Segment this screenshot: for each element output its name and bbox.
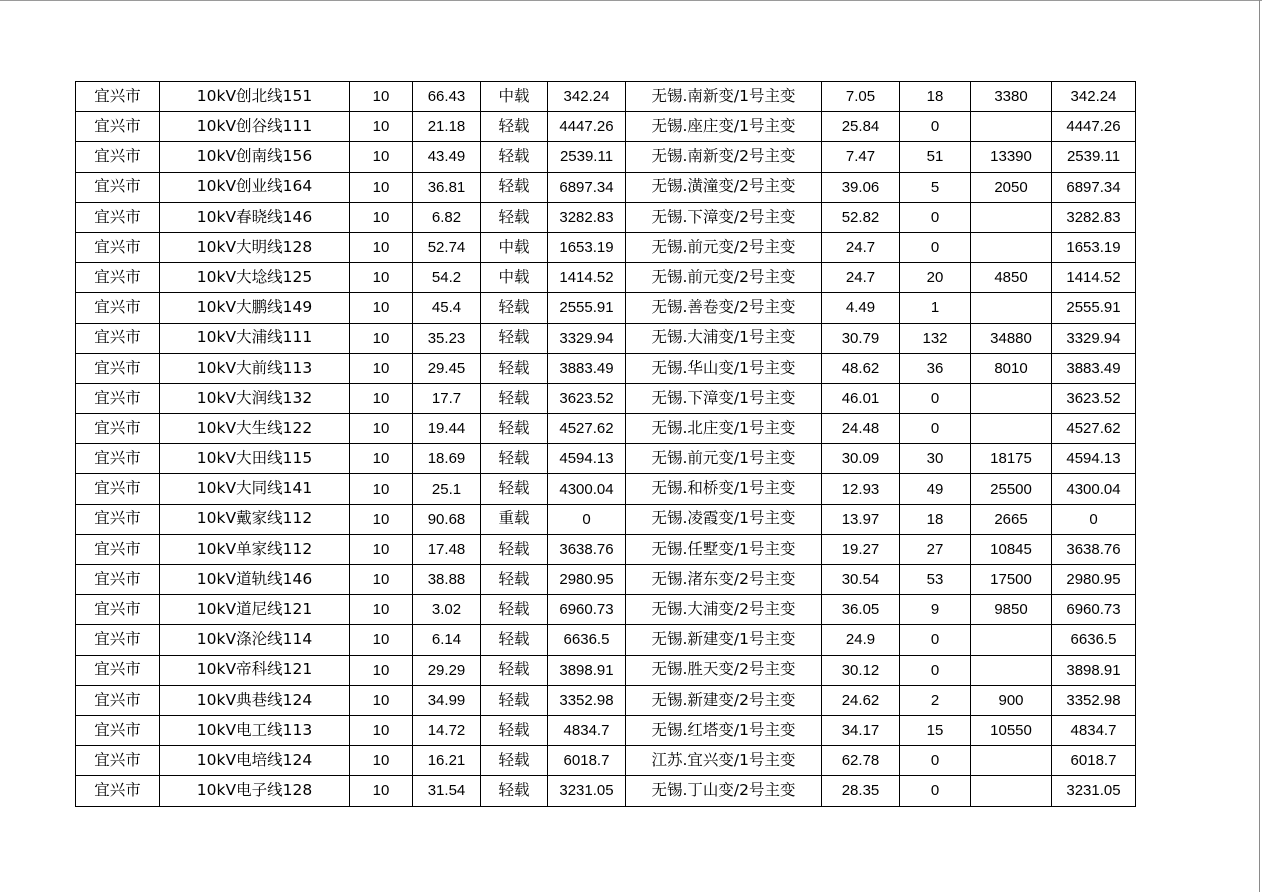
transformer-cell: 无锡.任墅变/1号主变: [626, 534, 822, 564]
remaining-capacity-cell: 6636.5: [1052, 625, 1136, 655]
feeder-name-cell: 10kV创谷线111: [160, 112, 350, 142]
count-cell: 9: [900, 595, 971, 625]
transformer-load-cell: 62.78: [822, 746, 900, 776]
feeder-name-cell: 10kV大润线132: [160, 383, 350, 413]
transformer-cell: 无锡.胜天变/2号主变: [626, 655, 822, 685]
capacity-cell: 8010: [971, 353, 1052, 383]
transformer-load-cell: 36.05: [822, 595, 900, 625]
city-cell: 宜兴市: [76, 776, 160, 806]
load-status-cell: 轻载: [481, 383, 548, 413]
capacity-cell: 13390: [971, 142, 1052, 172]
voltage-cell: 10: [350, 293, 413, 323]
load-status-cell: 重载: [481, 504, 548, 534]
transformer-cell: 无锡.座庄变/1号主变: [626, 112, 822, 142]
table-row: [76, 414, 1136, 444]
city-cell: 宜兴市: [76, 82, 160, 112]
count-cell: 20: [900, 263, 971, 293]
city-cell: 宜兴市: [76, 504, 160, 534]
load-rate-cell: 34.99: [413, 685, 481, 715]
transformer-load-cell: 48.62: [822, 353, 900, 383]
transformer-load-cell: 52.82: [822, 202, 900, 232]
available-capacity-cell: 3898.91: [548, 655, 626, 685]
count-cell: 0: [900, 746, 971, 776]
table-row: [76, 746, 1136, 776]
load-rate-cell: 19.44: [413, 414, 481, 444]
table-row: [76, 383, 1136, 413]
available-capacity-cell: 2980.95: [548, 565, 626, 595]
table-row: [76, 323, 1136, 353]
table-row: [76, 565, 1136, 595]
transformer-load-cell: 13.97: [822, 504, 900, 534]
transformer-cell: 江苏.宜兴变/1号主变: [626, 746, 822, 776]
transformer-load-cell: 39.06: [822, 172, 900, 202]
voltage-cell: 10: [350, 202, 413, 232]
transformer-cell: 无锡.丁山变/2号主变: [626, 776, 822, 806]
table-row: [76, 172, 1136, 202]
transformer-cell: 无锡.华山变/1号主变: [626, 353, 822, 383]
table-row: [76, 353, 1136, 383]
count-cell: 0: [900, 414, 971, 444]
available-capacity-cell: 4594.13: [548, 444, 626, 474]
count-cell: 15: [900, 715, 971, 745]
remaining-capacity-cell: 6897.34: [1052, 172, 1136, 202]
transformer-cell: 无锡.新建变/1号主变: [626, 625, 822, 655]
count-cell: 5: [900, 172, 971, 202]
remaining-capacity-cell: 4527.62: [1052, 414, 1136, 444]
load-status-cell: 轻载: [481, 655, 548, 685]
available-capacity-cell: 3638.76: [548, 534, 626, 564]
load-rate-cell: 31.54: [413, 776, 481, 806]
remaining-capacity-cell: 3898.91: [1052, 655, 1136, 685]
remaining-capacity-cell: 2539.11: [1052, 142, 1136, 172]
remaining-capacity-cell: 3352.98: [1052, 685, 1136, 715]
available-capacity-cell: 6897.34: [548, 172, 626, 202]
transformer-load-cell: 25.84: [822, 112, 900, 142]
table-row: [76, 474, 1136, 504]
load-rate-cell: 90.68: [413, 504, 481, 534]
city-cell: 宜兴市: [76, 353, 160, 383]
capacity-cell: [971, 414, 1052, 444]
table-row: [76, 655, 1136, 685]
available-capacity-cell: 3282.83: [548, 202, 626, 232]
feeder-name-cell: 10kV大浦线111: [160, 323, 350, 353]
feeder-name-cell: 10kV单家线112: [160, 534, 350, 564]
voltage-cell: 10: [350, 685, 413, 715]
voltage-cell: 10: [350, 232, 413, 262]
table-row: [76, 776, 1136, 806]
load-rate-cell: 66.43: [413, 82, 481, 112]
load-status-cell: 轻载: [481, 172, 548, 202]
voltage-cell: 10: [350, 715, 413, 745]
load-status-cell: 中载: [481, 232, 548, 262]
remaining-capacity-cell: 3329.94: [1052, 323, 1136, 353]
transformer-cell: 无锡.大浦变/1号主变: [626, 323, 822, 353]
available-capacity-cell: 2555.91: [548, 293, 626, 323]
available-capacity-cell: 6636.5: [548, 625, 626, 655]
city-cell: 宜兴市: [76, 685, 160, 715]
transformer-load-cell: 30.79: [822, 323, 900, 353]
transformer-load-cell: 12.93: [822, 474, 900, 504]
transformer-load-cell: 24.48: [822, 414, 900, 444]
transformer-load-cell: 7.47: [822, 142, 900, 172]
load-status-cell: 轻载: [481, 565, 548, 595]
voltage-cell: 10: [350, 383, 413, 413]
capacity-cell: 17500: [971, 565, 1052, 595]
load-status-cell: 轻载: [481, 323, 548, 353]
feeder-name-cell: 10kV电子线128: [160, 776, 350, 806]
capacity-cell: [971, 625, 1052, 655]
feeder-name-cell: 10kV大生线122: [160, 414, 350, 444]
load-rate-cell: 43.49: [413, 142, 481, 172]
capacity-cell: 10550: [971, 715, 1052, 745]
load-rate-cell: 17.7: [413, 383, 481, 413]
transformer-load-cell: 4.49: [822, 293, 900, 323]
load-rate-cell: 29.45: [413, 353, 481, 383]
capacity-cell: [971, 202, 1052, 232]
feeder-name-cell: 10kV创南线156: [160, 142, 350, 172]
capacity-cell: 25500: [971, 474, 1052, 504]
capacity-cell: [971, 112, 1052, 142]
remaining-capacity-cell: 3231.05: [1052, 776, 1136, 806]
table-row: [76, 504, 1136, 534]
remaining-capacity-cell: 3623.52: [1052, 383, 1136, 413]
transformer-load-cell: 34.17: [822, 715, 900, 745]
feeder-name-cell: 10kV创业线164: [160, 172, 350, 202]
available-capacity-cell: 3352.98: [548, 685, 626, 715]
available-capacity-cell: 3883.49: [548, 353, 626, 383]
city-cell: 宜兴市: [76, 263, 160, 293]
load-rate-cell: 29.29: [413, 655, 481, 685]
voltage-cell: 10: [350, 504, 413, 534]
capacity-cell: [971, 776, 1052, 806]
capacity-cell: [971, 655, 1052, 685]
remaining-capacity-cell: 6018.7: [1052, 746, 1136, 776]
city-cell: 宜兴市: [76, 414, 160, 444]
load-rate-cell: 6.82: [413, 202, 481, 232]
table-row: [76, 82, 1136, 112]
transformer-cell: 无锡.南新变/2号主变: [626, 142, 822, 172]
city-cell: 宜兴市: [76, 746, 160, 776]
load-rate-cell: 6.14: [413, 625, 481, 655]
remaining-capacity-cell: 3282.83: [1052, 202, 1136, 232]
transformer-load-cell: 24.7: [822, 232, 900, 262]
count-cell: 0: [900, 112, 971, 142]
load-rate-cell: 54.2: [413, 263, 481, 293]
table-row: [76, 293, 1136, 323]
available-capacity-cell: 342.24: [548, 82, 626, 112]
remaining-capacity-cell: 0: [1052, 504, 1136, 534]
transformer-cell: 无锡.和桥变/1号主变: [626, 474, 822, 504]
city-cell: 宜兴市: [76, 474, 160, 504]
available-capacity-cell: 2539.11: [548, 142, 626, 172]
transformer-cell: 无锡.善卷变/2号主变: [626, 293, 822, 323]
table-row: [76, 232, 1136, 262]
available-capacity-cell: 4527.62: [548, 414, 626, 444]
count-cell: 18: [900, 82, 971, 112]
voltage-cell: 10: [350, 625, 413, 655]
capacity-cell: 18175: [971, 444, 1052, 474]
capacity-cell: 34880: [971, 323, 1052, 353]
available-capacity-cell: 3231.05: [548, 776, 626, 806]
remaining-capacity-cell: 1414.52: [1052, 263, 1136, 293]
transformer-load-cell: 30.54: [822, 565, 900, 595]
load-status-cell: 中载: [481, 263, 548, 293]
table-row: [76, 263, 1136, 293]
transformer-load-cell: 30.12: [822, 655, 900, 685]
remaining-capacity-cell: 6960.73: [1052, 595, 1136, 625]
feeder-name-cell: 10kV电培线124: [160, 746, 350, 776]
load-rate-cell: 3.02: [413, 595, 481, 625]
count-cell: 0: [900, 655, 971, 685]
remaining-capacity-cell: 4447.26: [1052, 112, 1136, 142]
voltage-cell: 10: [350, 414, 413, 444]
capacity-cell: 2050: [971, 172, 1052, 202]
count-cell: 51: [900, 142, 971, 172]
city-cell: 宜兴市: [76, 323, 160, 353]
feeder-name-cell: 10kV涤沦线114: [160, 625, 350, 655]
count-cell: 18: [900, 504, 971, 534]
transformer-cell: 无锡.下漳变/2号主变: [626, 202, 822, 232]
table-row: [76, 595, 1136, 625]
count-cell: 49: [900, 474, 971, 504]
count-cell: 1: [900, 293, 971, 323]
table-row: [76, 625, 1136, 655]
transformer-load-cell: 24.7: [822, 263, 900, 293]
voltage-cell: 10: [350, 746, 413, 776]
load-status-cell: 轻载: [481, 534, 548, 564]
transformer-load-cell: 24.9: [822, 625, 900, 655]
capacity-cell: [971, 232, 1052, 262]
load-status-cell: 轻载: [481, 746, 548, 776]
transformer-cell: 无锡.潢潼变/2号主变: [626, 172, 822, 202]
remaining-capacity-cell: 4834.7: [1052, 715, 1136, 745]
load-rate-cell: 14.72: [413, 715, 481, 745]
transformer-cell: 无锡.凌霞变/1号主变: [626, 504, 822, 534]
available-capacity-cell: 3329.94: [548, 323, 626, 353]
remaining-capacity-cell: 4594.13: [1052, 444, 1136, 474]
remaining-capacity-cell: 1653.19: [1052, 232, 1136, 262]
transformer-cell: 无锡.渚东变/2号主变: [626, 565, 822, 595]
feeder-name-cell: 10kV创北线151: [160, 82, 350, 112]
transformer-cell: 无锡.下漳变/1号主变: [626, 383, 822, 413]
transformer-cell: 无锡.前元变/2号主变: [626, 232, 822, 262]
feeder-name-cell: 10kV道轨线146: [160, 565, 350, 595]
load-status-cell: 轻载: [481, 353, 548, 383]
transformer-cell: 无锡.前元变/2号主变: [626, 263, 822, 293]
load-rate-cell: 16.21: [413, 746, 481, 776]
load-status-cell: 轻载: [481, 142, 548, 172]
load-status-cell: 轻载: [481, 474, 548, 504]
available-capacity-cell: 1414.52: [548, 263, 626, 293]
transformer-cell: 无锡.红塔变/1号主变: [626, 715, 822, 745]
voltage-cell: 10: [350, 474, 413, 504]
voltage-cell: 10: [350, 565, 413, 595]
city-cell: 宜兴市: [76, 595, 160, 625]
feeder-name-cell: 10kV春晓线146: [160, 202, 350, 232]
count-cell: 0: [900, 776, 971, 806]
capacity-cell: 10845: [971, 534, 1052, 564]
count-cell: 0: [900, 625, 971, 655]
city-cell: 宜兴市: [76, 293, 160, 323]
transformer-cell: 无锡.大浦变/2号主变: [626, 595, 822, 625]
count-cell: 27: [900, 534, 971, 564]
load-status-cell: 轻载: [481, 444, 548, 474]
voltage-cell: 10: [350, 323, 413, 353]
load-status-cell: 轻载: [481, 414, 548, 444]
voltage-cell: 10: [350, 82, 413, 112]
remaining-capacity-cell: 3638.76: [1052, 534, 1136, 564]
voltage-cell: 10: [350, 444, 413, 474]
city-cell: 宜兴市: [76, 202, 160, 232]
load-status-cell: 中载: [481, 82, 548, 112]
city-cell: 宜兴市: [76, 565, 160, 595]
feeder-name-cell: 10kV戴家线112: [160, 504, 350, 534]
remaining-capacity-cell: 2980.95: [1052, 565, 1136, 595]
count-cell: 36: [900, 353, 971, 383]
capacity-cell: [971, 746, 1052, 776]
available-capacity-cell: 6960.73: [548, 595, 626, 625]
load-rate-cell: 38.88: [413, 565, 481, 595]
city-cell: 宜兴市: [76, 142, 160, 172]
count-cell: 53: [900, 565, 971, 595]
load-status-cell: 轻载: [481, 715, 548, 745]
count-cell: 0: [900, 232, 971, 262]
table-row: [76, 534, 1136, 564]
load-status-cell: 轻载: [481, 685, 548, 715]
capacity-cell: 2665: [971, 504, 1052, 534]
remaining-capacity-cell: 4300.04: [1052, 474, 1136, 504]
voltage-cell: 10: [350, 263, 413, 293]
transformer-cell: 无锡.北庄变/1号主变: [626, 414, 822, 444]
voltage-cell: 10: [350, 172, 413, 202]
voltage-cell: 10: [350, 655, 413, 685]
feeder-name-cell: 10kV大鹏线149: [160, 293, 350, 323]
count-cell: 132: [900, 323, 971, 353]
voltage-cell: 10: [350, 142, 413, 172]
remaining-capacity-cell: 3883.49: [1052, 353, 1136, 383]
city-cell: 宜兴市: [76, 534, 160, 564]
available-capacity-cell: 0: [548, 504, 626, 534]
load-rate-cell: 21.18: [413, 112, 481, 142]
available-capacity-cell: 3623.52: [548, 383, 626, 413]
load-status-cell: 轻载: [481, 625, 548, 655]
voltage-cell: 10: [350, 534, 413, 564]
available-capacity-cell: 4447.26: [548, 112, 626, 142]
voltage-cell: 10: [350, 353, 413, 383]
city-cell: 宜兴市: [76, 655, 160, 685]
transformer-load-cell: 28.35: [822, 776, 900, 806]
load-status-cell: 轻载: [481, 112, 548, 142]
available-capacity-cell: 4834.7: [548, 715, 626, 745]
capacity-cell: [971, 383, 1052, 413]
capacity-cell: 3380: [971, 82, 1052, 112]
load-rate-cell: 35.23: [413, 323, 481, 353]
transformer-cell: 无锡.前元变/1号主变: [626, 444, 822, 474]
transformer-load-cell: 7.05: [822, 82, 900, 112]
table-row: [76, 112, 1136, 142]
load-rate-cell: 18.69: [413, 444, 481, 474]
table-row: [76, 142, 1136, 172]
table-body: [76, 82, 1136, 807]
feeder-load-table: [75, 81, 1136, 807]
city-cell: 宜兴市: [76, 625, 160, 655]
feeder-name-cell: 10kV帝科线121: [160, 655, 350, 685]
voltage-cell: 10: [350, 595, 413, 625]
feeder-name-cell: 10kV典巷线124: [160, 685, 350, 715]
load-rate-cell: 25.1: [413, 474, 481, 504]
voltage-cell: 10: [350, 776, 413, 806]
count-cell: 2: [900, 685, 971, 715]
load-status-cell: 轻载: [481, 293, 548, 323]
city-cell: 宜兴市: [76, 112, 160, 142]
table-row: [76, 444, 1136, 474]
count-cell: 0: [900, 383, 971, 413]
remaining-capacity-cell: 2555.91: [1052, 293, 1136, 323]
transformer-load-cell: 19.27: [822, 534, 900, 564]
feeder-name-cell: 10kV道尼线121: [160, 595, 350, 625]
capacity-cell: 4850: [971, 263, 1052, 293]
city-cell: 宜兴市: [76, 444, 160, 474]
feeder-name-cell: 10kV电工线113: [160, 715, 350, 745]
city-cell: 宜兴市: [76, 172, 160, 202]
load-rate-cell: 17.48: [413, 534, 481, 564]
capacity-cell: [971, 293, 1052, 323]
feeder-name-cell: 10kV大同线141: [160, 474, 350, 504]
feeder-name-cell: 10kV大前线113: [160, 353, 350, 383]
feeder-name-cell: 10kV大埝线125: [160, 263, 350, 293]
load-rate-cell: 52.74: [413, 232, 481, 262]
table-row: [76, 685, 1136, 715]
page-top-edge: [0, 0, 1262, 1]
capacity-cell: 900: [971, 685, 1052, 715]
city-cell: 宜兴市: [76, 715, 160, 745]
load-rate-cell: 36.81: [413, 172, 481, 202]
available-capacity-cell: 1653.19: [548, 232, 626, 262]
table-row: [76, 715, 1136, 745]
count-cell: 0: [900, 202, 971, 232]
transformer-load-cell: 46.01: [822, 383, 900, 413]
available-capacity-cell: 6018.7: [548, 746, 626, 776]
transformer-cell: 无锡.南新变/1号主变: [626, 82, 822, 112]
city-cell: 宜兴市: [76, 383, 160, 413]
load-status-cell: 轻载: [481, 202, 548, 232]
city-cell: 宜兴市: [76, 232, 160, 262]
transformer-cell: 无锡.新建变/2号主变: [626, 685, 822, 715]
table-row: [76, 202, 1136, 232]
transformer-load-cell: 30.09: [822, 444, 900, 474]
transformer-load-cell: 24.62: [822, 685, 900, 715]
capacity-cell: 9850: [971, 595, 1052, 625]
feeder-name-cell: 10kV大田线115: [160, 444, 350, 474]
available-capacity-cell: 4300.04: [548, 474, 626, 504]
remaining-capacity-cell: 342.24: [1052, 82, 1136, 112]
load-rate-cell: 45.4: [413, 293, 481, 323]
count-cell: 30: [900, 444, 971, 474]
load-status-cell: 轻载: [481, 595, 548, 625]
page-right-edge: [1259, 0, 1260, 892]
voltage-cell: 10: [350, 112, 413, 142]
load-status-cell: 轻载: [481, 776, 548, 806]
feeder-name-cell: 10kV大明线128: [160, 232, 350, 262]
